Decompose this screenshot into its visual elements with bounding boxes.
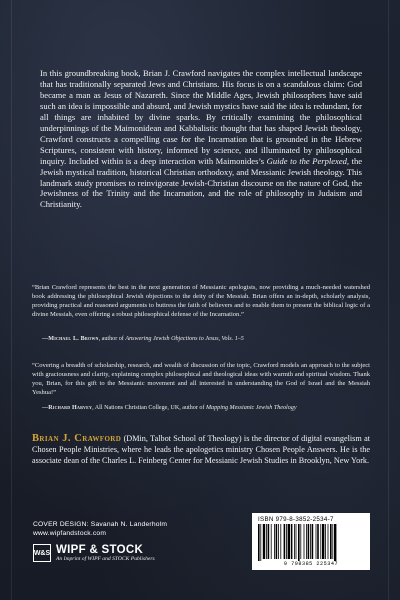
barcode-bar	[317, 524, 319, 559]
barcode-digits: 9 798385 225347	[283, 561, 339, 567]
barcode-bar	[306, 524, 307, 559]
book-description	[40, 68, 362, 210]
endorsement-attribution-2	[42, 404, 297, 412]
barcode-bar	[274, 524, 275, 559]
barcode-bar	[263, 524, 265, 559]
endorser-name-2: —Richard Harvey	[42, 405, 93, 411]
barcode-bar	[266, 524, 267, 559]
barcode-bar	[332, 524, 333, 559]
publisher-website: www.wipfandstock.com	[33, 530, 107, 537]
crop-line-right	[388, 0, 389, 600]
author-name: Brian J. Crawford	[32, 433, 122, 444]
barcode-bar	[268, 524, 270, 559]
endorser-work-2: Mapping Messianic Jewish Theology	[205, 405, 297, 411]
barcode-bar	[294, 524, 295, 559]
publisher-logo	[33, 541, 233, 565]
barcode-bar	[260, 524, 261, 561]
barcode-bar	[296, 524, 297, 559]
wipf-stock-logo-icon: W&S	[33, 544, 51, 562]
barcode-bar	[312, 524, 314, 559]
cover-design-credit: COVER DESIGN: Savanah N. Landerholm	[33, 521, 168, 528]
publisher-text	[56, 544, 155, 563]
isbn-label: ISBN 979-8-3852-2534-7	[258, 516, 334, 523]
barcode-bar	[325, 524, 326, 559]
barcode-bar	[308, 524, 310, 559]
barcode-bar	[278, 524, 279, 559]
endorser-work-1: Answering Jewish Objections to Jesus, Vols. 1–5	[125, 336, 244, 342]
barcode-bar	[271, 524, 272, 559]
barcode-bar	[328, 524, 329, 559]
barcode-bar	[310, 524, 311, 559]
barcode-bar	[288, 524, 290, 559]
book-description-part1: In this groundbreaking book, Brian J. Crawford navigates the complex intellectual landscape that has traditionally separated Jews and Christians. His focus is on a scandalous claim: God became a man as Jesus of Nazareth. Since the Middle Ages, Jewish philosophers have said such an idea is impossible and absurd, and Jewish mystics have said the idea is redundant, for all things are inhabited by divine sparks. By critically examining the philosophical underpinnings of the Maimonidean and Kabbalistic thought that has shaped Jewish theology, Crawford constructs a compelling case for the Incarnation that is grounded in the Hebrew Scriptures, consistent with history, informed by science, and illuminated by philosophical inquiry. Included within is a deep interaction with Maimonides’s	[40, 68, 362, 166]
barcode-bar	[322, 524, 324, 559]
crop-line-left	[11, 0, 12, 600]
cover-credits	[33, 520, 167, 538]
barcode-bar	[284, 524, 286, 559]
barcode-bar	[320, 524, 321, 559]
barcode-bar	[286, 524, 287, 559]
author-bio-text: (DMin, Talbot School of Theology) is the director of digital evangelism at Chosen People Ministries, where he leads the apologetics ministry Chosen People Answers. He is the associate dean of the Charles L. Feinberg Center for Messianic Jewish Studies in Brooklyn, New York.	[32, 434, 370, 465]
endorser-affiliation-2: , All Nations Christian College, UK, author of	[92, 405, 206, 411]
barcode-bar	[276, 524, 278, 559]
endorser-affiliation-1: , author of	[98, 336, 126, 342]
barcode-bar	[280, 524, 281, 559]
barcode-bar	[291, 524, 293, 559]
barcode-bar	[258, 524, 260, 561]
barcode-bar	[300, 524, 301, 559]
endorser-name-1: —Michael L. Brown	[42, 336, 99, 342]
barcode-bar	[298, 524, 300, 561]
endorsement-quote-2: “Covering a breadth of scholarship, research, and wealth of discussion of the topic, Crawford models an approach to the subject with graciousness and clarity, explaining complex philosophical and theological ideas with warmth and spiritual wisdom. Thank you, Brian, for this gift to the Messianic movement and all interested in understanding the God of Israel and the Messiah Yeshua!”	[32, 362, 370, 396]
barcode-bar	[304, 524, 305, 559]
book-description-part2: , the Jewish mystical tradition, historical Christian orthodoxy, and Messianic Jewish theology. This landmark study promises to reinvigorate Jewish-Christian discourse on the nature of God, the Jewishness of the Trinity and the Incarnation, and the role of philosophy in Judaism and Christianity.	[40, 155, 363, 210]
barcode-bar	[316, 524, 317, 559]
isbn-barcode	[252, 513, 370, 570]
publisher-tagline: An Imprint of WIPF and STOCK Publishers	[56, 555, 155, 562]
endorsement-attribution-1	[42, 335, 244, 343]
publisher-name: WIPF & STOCK	[56, 543, 144, 556]
endorsement-quote-1: “Brian Crawford represents the best in the next generation of Messianic apologists, now providing a much-needed watershed book addressing the philosophical Jewish objections to the deity of the Messiah. Brian offers an in-depth, scholarly analysis, providing practical and reasoned arguments to buttress the faith of believers and to enable them to present the biblical logic of a divine Messiah, even offering a robust philosophical defense of the Incarnation.”	[32, 284, 370, 318]
author-bio	[32, 433, 370, 466]
book-description-title: Guide to the Perplexed	[266, 155, 347, 166]
barcode-icon	[257, 524, 365, 561]
barcode-bar	[334, 524, 336, 561]
barcode-bar	[330, 524, 332, 559]
